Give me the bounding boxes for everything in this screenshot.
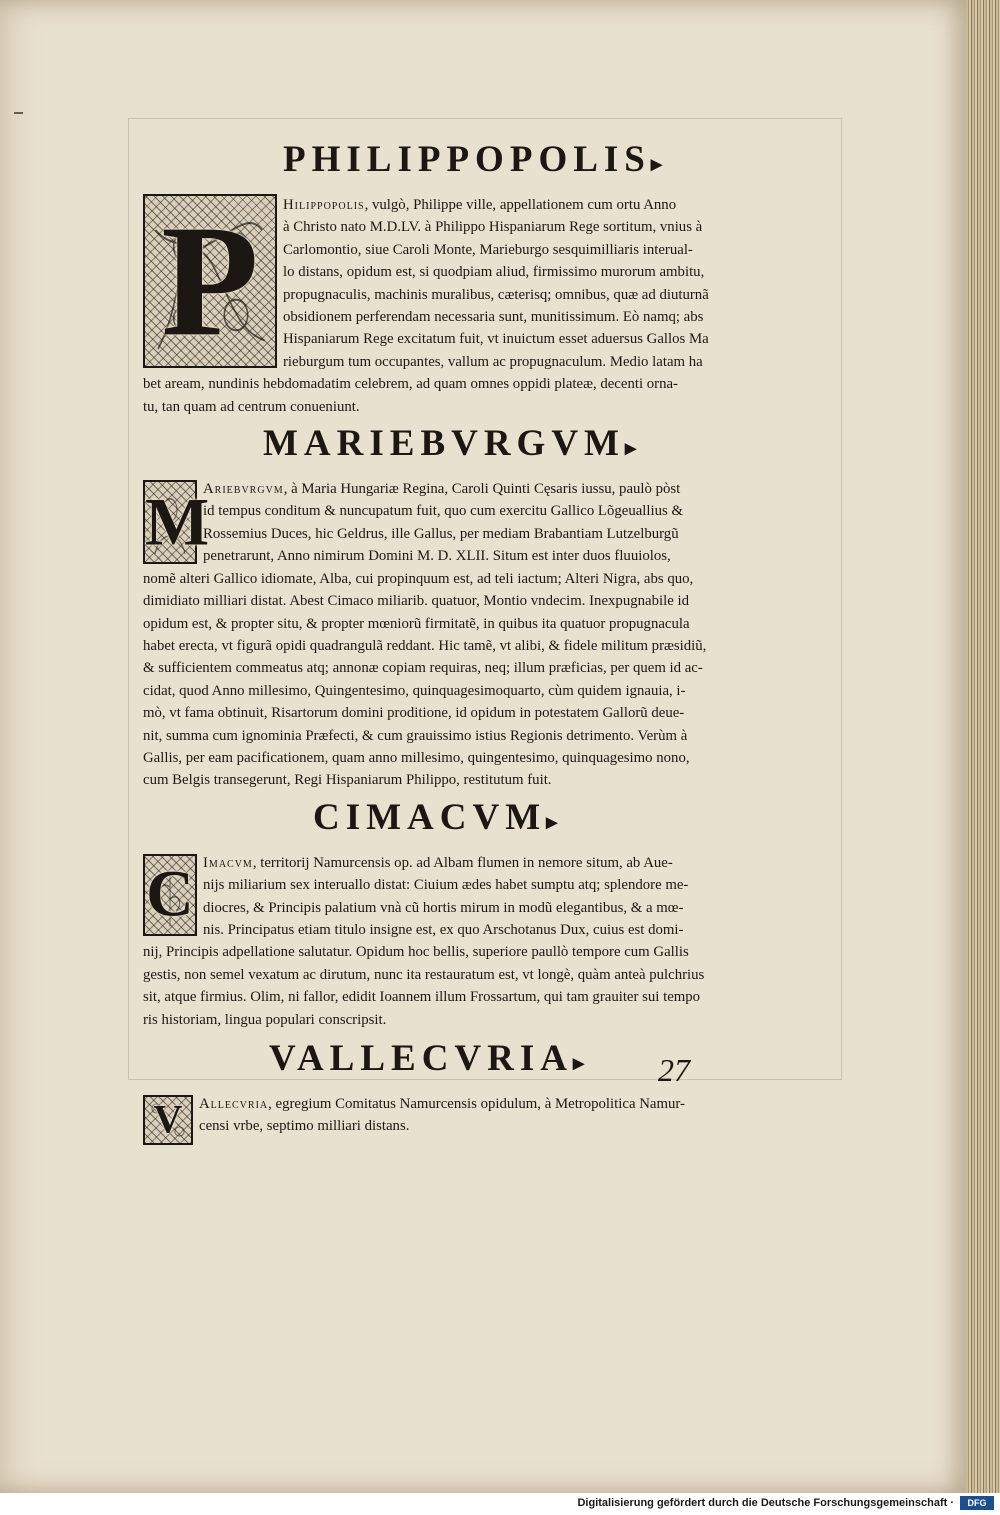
heading-philippopolis: PHILIPPOPOLIS▸ [283, 139, 668, 180]
decorated-initial-m: M [143, 480, 197, 564]
footer-credit: Digitalisierung gefördert durch die Deutsche Forschungsgemeinschaft · [577, 1497, 954, 1509]
decorated-initial-p: P [143, 194, 277, 368]
paragraph-mariebvrgvm: M Ariebvrgvm, à Maria Hungariæ Regina, Caroli Quinti Cęsaris iussu, paulò pòst id tempus conditum & nuncupatum fuit, quo cum exercitu Gallico Lõgeuallius & Rossemius Duces, hic Geldrus, ille Gallus, per mediam Brabantiam Lutzelburgũ penetrarunt, Anno nimirum Domini M. D. XLII. Situm est inter duos fluuiolos, nomẽ alteri Gallico idiomate, Alba, cui propinquum est, ad teli iactum; Alteri Nigra, abs quo, dimidiato milliari distat. Abest Cimaco miliarib. quatuor, Montio vndecim. Inexpugnabile id opidum est, & propter situ, & propter mœniorũ firmitatẽ, in quibus ita quatuor propugnacula habet erecta, vt figurã opidi quadrangulã reddant. Hic tamẽ, vt alibi, & fidele militum præsidiũ, & sufficientem commeatus atq; annonæ copiam requiras, neq; illum præficias, per quem id ac- cidat, quod Anno millesimo, Quingentesimo, quinquagesimoquarto, cùm quidem ignauia, i- mò, vt fama obtinuit, Risartorum domini proditione, id opidum in potestatem Gallorũ deue- nit, summa cum ignominia Præfecti, & cum grauissimo istius Regionis detrimento. Verùm à Gallis, per eam pacificationem, quam anno millesimo, quingentesimo, quinquagesimo nono, cum Belgis transegerunt, Regi Hispaniarum Philippo, restitutum fuit. [143, 481, 707, 789]
heading-vallecvria: VALLECVRIA▸ [269, 1038, 591, 1079]
paragraph-vallecvria: V Allecvria, egregium Comitatus Namurcensis opidulum, à Metropolitica Namur- censi vrbe, septimo milliari distans. [143, 1093, 809, 1138]
page-number: 27 [658, 1052, 690, 1088]
heading-cimacvm: CIMACVM▸ [313, 796, 564, 838]
heading-mariebvrgvm: MARIEBVRGVM▸ [263, 423, 643, 465]
dfg-logo: DFG [960, 1496, 994, 1510]
decorated-initial-v: V [143, 1095, 193, 1145]
page-edges [966, 0, 1000, 1493]
decorated-initial-c: C [143, 854, 197, 936]
margin-mark [14, 112, 23, 114]
text-block [143, 136, 809, 1145]
paragraph-philippopolis: P Hilippopolis, vulgò, Philippe ville, appellationem cum ortu Anno à Christo nato M.D.LV. à Philippo Hispaniarum Rege sortitum, vnius à Carlomontio, siue Caroli Monte, Marieburgo sesquimilliaris interual- lo distans, opidum est, si quodpiam aliud, firmissimo murorum ambitu, propugnaculis, machinis muralibus, cæterisq; omnibus, quæ ad diuturnã obsidionem perferendam necessaria sunt, munitissimum. Eò namq; abs Hispaniarum Rege excitatum fuit, vt inuictum esset aduersus Gallos Ma rieburgum tum occupantes, vallum ac propugnaculum. Medio latam ha bet aream, nundinis hebdomadatim celebrem, ad quam omnes oppidi plateæ, decenti orna- tu, tan quam ad centrum conueniunt. [143, 191, 709, 415]
footer-bar [0, 1493, 1000, 1515]
paragraph-cimacvm: C Imacvm, territorij Namurcensis op. ad Albam flumen in nemore situm, ab Aue- nijs miliarium sex interuallo distat: Ciuium ædes habet sumptu atq; splendore me- diocres, & Principis palatium vnà cũ hortis mirum in modũ elegantibus, & a mœ- nis. Principatus etiam titulo insigne est, ex quo Arschotanus Dux, cuius est domi- nij, Principis adpellatione salutatur. Opidum hoc bellis, superiore paullò tempore cum Gallis gestis, non semel vexatum ac dirutum, nunc ita restauratum est, vt longè, quàm anteà pulchrius sit, atque firmius. Olim, ni fallor, edidit Ioannem illum Frossartum, qui tam grauiter sui tempo ris historiam, lingua populari conscripsit. [143, 854, 705, 1028]
